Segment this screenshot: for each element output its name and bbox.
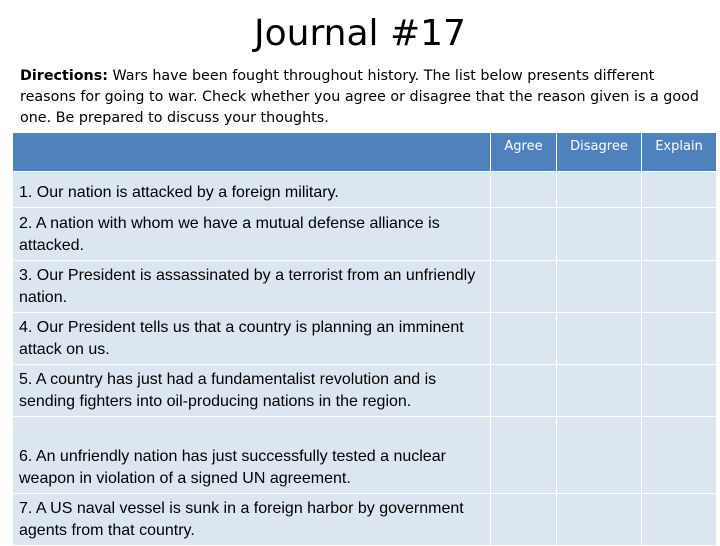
agree-cell[interactable]	[491, 313, 557, 365]
agree-cell[interactable]	[491, 208, 557, 261]
header-disagree: Disagree	[557, 133, 642, 172]
header-reason	[13, 133, 491, 172]
reason-cell: 7. A US naval vessel is sunk in a foreign harbor by government agents from that country.	[13, 494, 491, 546]
reason-cell: 2. A nation with whom we have a mutual defense alliance is attacked.	[13, 208, 491, 261]
war-reasons-table	[12, 132, 717, 546]
explain-cell[interactable]	[642, 313, 717, 365]
agree-cell[interactable]	[491, 417, 557, 494]
disagree-cell[interactable]	[557, 417, 642, 494]
disagree-cell[interactable]	[557, 261, 642, 313]
table-row	[13, 417, 717, 494]
explain-cell[interactable]	[642, 172, 717, 208]
reason-cell: 6. An unfriendly nation has just successfully tested a nuclear weapon in violation of a signed UN agreement.	[13, 417, 491, 494]
disagree-cell[interactable]	[557, 313, 642, 365]
table-row	[13, 365, 717, 417]
reason-cell: 4. Our President tells us that a country is planning an imminent attack on us.	[13, 313, 491, 365]
table-row	[13, 208, 717, 261]
table-row	[13, 313, 717, 365]
agree-cell[interactable]	[491, 494, 557, 546]
agree-cell[interactable]	[491, 172, 557, 208]
disagree-cell[interactable]	[557, 208, 642, 261]
table-header-row	[13, 133, 717, 172]
explain-cell[interactable]	[642, 208, 717, 261]
table-row	[13, 261, 717, 313]
agree-cell[interactable]	[491, 365, 557, 417]
explain-cell[interactable]	[642, 261, 717, 313]
directions-text: Wars have been fought throughout history. The list below presents different reasons for going to war. Check whether you agree or disagree that the reason given is a good one. Be prepared to discuss your thoughts.	[20, 68, 699, 126]
explain-cell[interactable]	[642, 417, 717, 494]
directions-paragraph	[20, 66, 700, 129]
reason-cell: 1. Our nation is attacked by a foreign military.	[13, 172, 491, 208]
disagree-cell[interactable]	[557, 172, 642, 208]
explain-cell[interactable]	[642, 365, 717, 417]
directions-label: Directions:	[20, 68, 108, 84]
disagree-cell[interactable]	[557, 365, 642, 417]
header-explain: Explain	[642, 133, 717, 172]
header-agree: Agree	[491, 133, 557, 172]
page-title: Journal #17	[254, 13, 466, 54]
disagree-cell[interactable]	[557, 494, 642, 546]
agree-cell[interactable]	[491, 261, 557, 313]
reason-cell: 3. Our President is assassinated by a terrorist from an unfriendly nation.	[13, 261, 491, 313]
reason-cell: 5. A country has just had a fundamentalist revolution and is sending fighters into oil-producing nations in the region.	[13, 365, 491, 417]
table-row	[13, 172, 717, 208]
table-row	[13, 494, 717, 546]
explain-cell[interactable]	[642, 494, 717, 546]
